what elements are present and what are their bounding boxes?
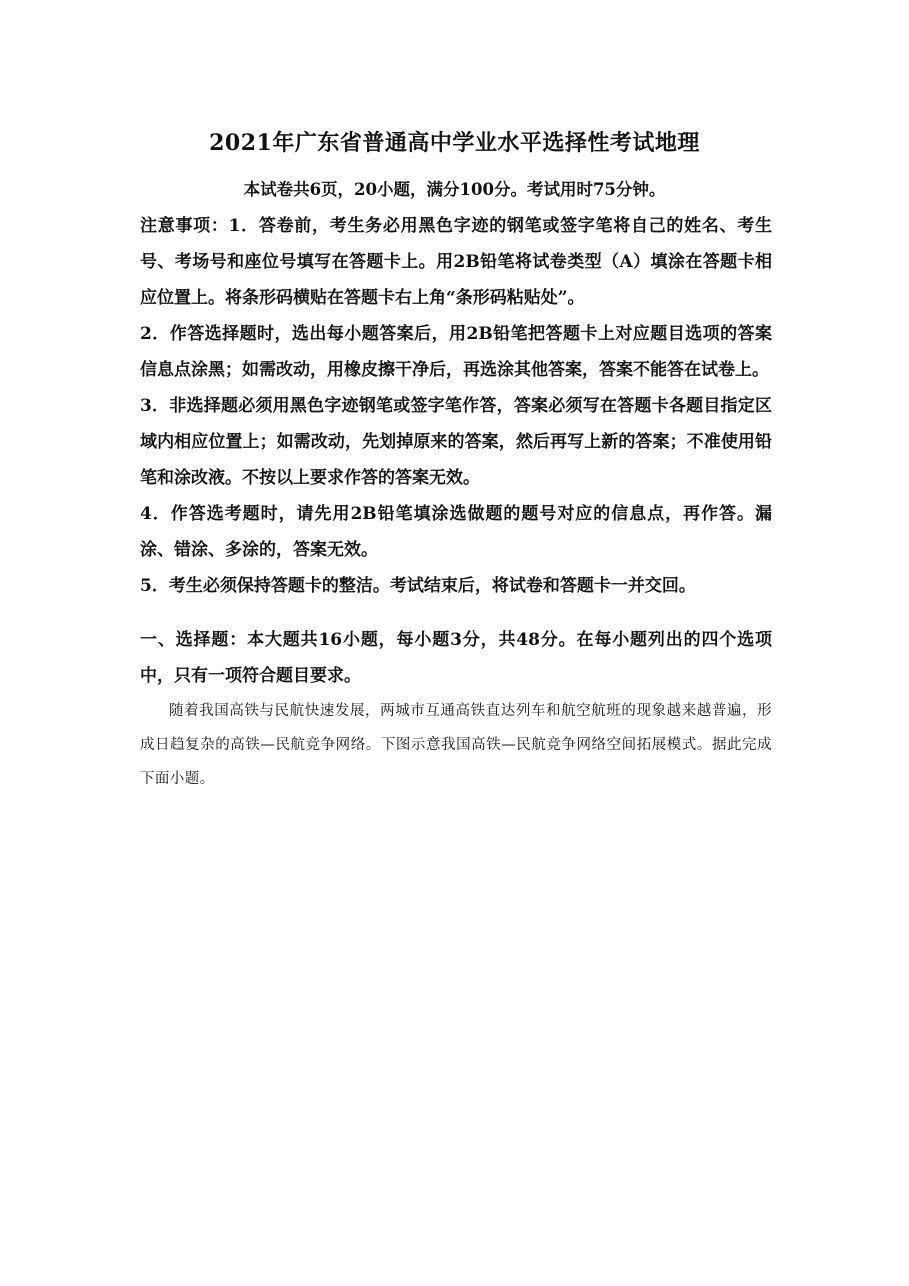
instruction-3: 3．非选择题必须用黑色字迹钢笔或签字笔作答，答案必须写在答题卡各题目指定区域内相应位置上；如需改动，先划掉原来的答案，然后再写上新的答案；不准使用铅笔和涂改液。不按以上要求作答的答案无效。	[140, 396, 772, 488]
instruction-4: 4．作答选考题时，请先用2B铅笔填涂选做题的题号对应的信息点，再作答。漏涂、错涂、多涂的，答案无效。	[140, 504, 772, 560]
exam-info: 本试卷共6页，20小题，满分100分。考试用时75分钟。	[243, 180, 666, 199]
instruction-5: 5．考生必须保持答题卡的整洁。考试结束后，将试卷和答题卡一并交回。	[140, 576, 696, 596]
document-title: 2021年广东省普通高中学业水平选择性考试地理	[209, 130, 700, 156]
instruction-2: 2．作答选择题时，选出每小题答案后，用2B铅笔把答题卡上对应题目选项的答案信息点涂黑；如需改动，用橡皮擦干净后，再选涂其他答案，答案不能答在试卷上。	[140, 324, 772, 380]
question-passage: 随着我国高铁与民航快速发展，两城市互通高铁直达列车和航空航班的现象越来越普遍，形成日趋复杂的高铁—民航竞争网络。下图示意我国高铁—民航竞争网络空间拓展模式。据此完成下面小题。	[140, 703, 772, 787]
section-heading: 一、选择题：本大题共16小题，每小题3分，共48分。在每小题列出的四个选项中，只有一项符合题目要求。	[140, 630, 772, 686]
instruction-1: 注意事项：1．答卷前，考生务必用黑色字迹的钢笔或签字笔将自己的姓名、考生号、考场号和座位号填写在答题卡上。用2B铅笔将试卷类型（A）填涂在答题卡相应位置上。将条形码横贴在答题卡右上角“条形码粘贴处”。	[140, 216, 772, 308]
instructions	[140, 208, 772, 604]
